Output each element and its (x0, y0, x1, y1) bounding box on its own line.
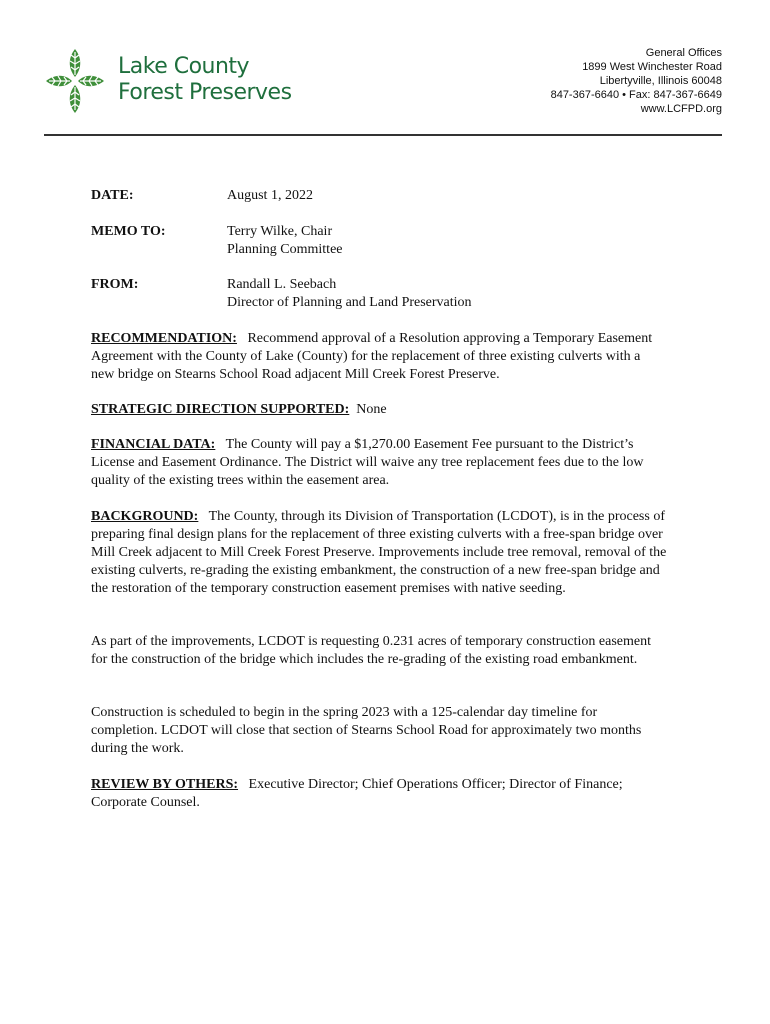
financial-data-paragraph (91, 436, 667, 490)
contact-block (551, 46, 722, 116)
memo-to-title: Planning Committee (227, 242, 343, 257)
improvements-paragraph (91, 633, 667, 669)
review-by-others-paragraph (91, 776, 667, 812)
review-by-others-heading: REVIEW BY OTHERS: (91, 777, 239, 792)
improvements-text: As part of the improvements, LCDOT is requesting 0.231 acres of temporary construction easement for the construction of the bridge which includes the re-grading of the existing road embankment. (91, 634, 651, 667)
organization-name (118, 54, 292, 106)
construction-paragraph (91, 704, 667, 758)
construction-text: Construction is scheduled to begin in the spring 2023 with a 125-calendar day timeline for completion. LCDOT will close that section of Stearns School Road for approximately two months during the work. (91, 705, 642, 756)
from-label: FROM: (91, 277, 139, 292)
organization-name-line1: Lake County (118, 54, 250, 79)
memo-to-value (227, 223, 343, 259)
financial-data-heading: FINANCIAL DATA: (91, 437, 216, 452)
strategic-direction-text: None (356, 402, 387, 417)
contact-city: Libertyville, Illinois 60048 (599, 75, 722, 87)
date-value: August 1, 2022 (227, 188, 313, 203)
organization-name-line2: Forest Preserves (118, 80, 292, 105)
recommendation-heading: RECOMMENDATION: (91, 331, 237, 346)
memo-to-name: Terry Wilke, Chair (227, 224, 333, 239)
date-label: DATE: (91, 188, 134, 203)
background-paragraph (91, 508, 667, 598)
contact-website: www.LCFPD.org (640, 103, 722, 115)
contact-phone-fax: 847-367-6640 • Fax: 847-367-6649 (550, 89, 722, 101)
financial-data-text: The County will pay a $1,270.00 Easement Fee pursuant to the District’s License and Easement Ordinance. The District will waive any tree replacement fees due to the low quality of the existing trees within the easement area. (91, 437, 644, 488)
background-text: The County, through its Division of Transportation (LCDOT), is in the process of preparing final design plans for the replacement of three existing culverts with a free-span bridge over Mill Creek adjacent to Mill Creek Forest Preserve. Improvements include tree removal, removal of the existing culverts, re-grading the existing embankment, the construction of a new free-span bridge and the restoration of the temporary construction easement premises with native seeding. (91, 509, 667, 596)
memo-to-label: MEMO TO: (91, 224, 166, 239)
header-divider (44, 134, 722, 136)
background-heading: BACKGROUND: (91, 509, 199, 524)
from-value (227, 276, 472, 312)
strategic-direction-paragraph (91, 401, 667, 419)
strategic-direction-heading: STRATEGIC DIRECTION SUPPORTED: (91, 402, 350, 417)
contact-street: 1899 West Winchester Road (582, 61, 722, 73)
recommendation-paragraph (91, 330, 667, 384)
contact-office: General Offices (645, 47, 722, 59)
recommendation-text: Recommend approval of a Resolution approving a Temporary Easement Agreement with the County of Lake (County) for the replacement of three existing culverts with a new bridge on Stearns School Road adjacent Mill Creek Forest Preserve. (91, 331, 653, 382)
review-by-others-text: Executive Director; Chief Operations Officer; Director of Finance; Corporate Counsel. (91, 777, 623, 810)
leaf-cross-logo-icon (44, 46, 106, 116)
from-title: Director of Planning and Land Preservation (227, 295, 472, 310)
from-name: Randall L. Seebach (227, 277, 337, 292)
